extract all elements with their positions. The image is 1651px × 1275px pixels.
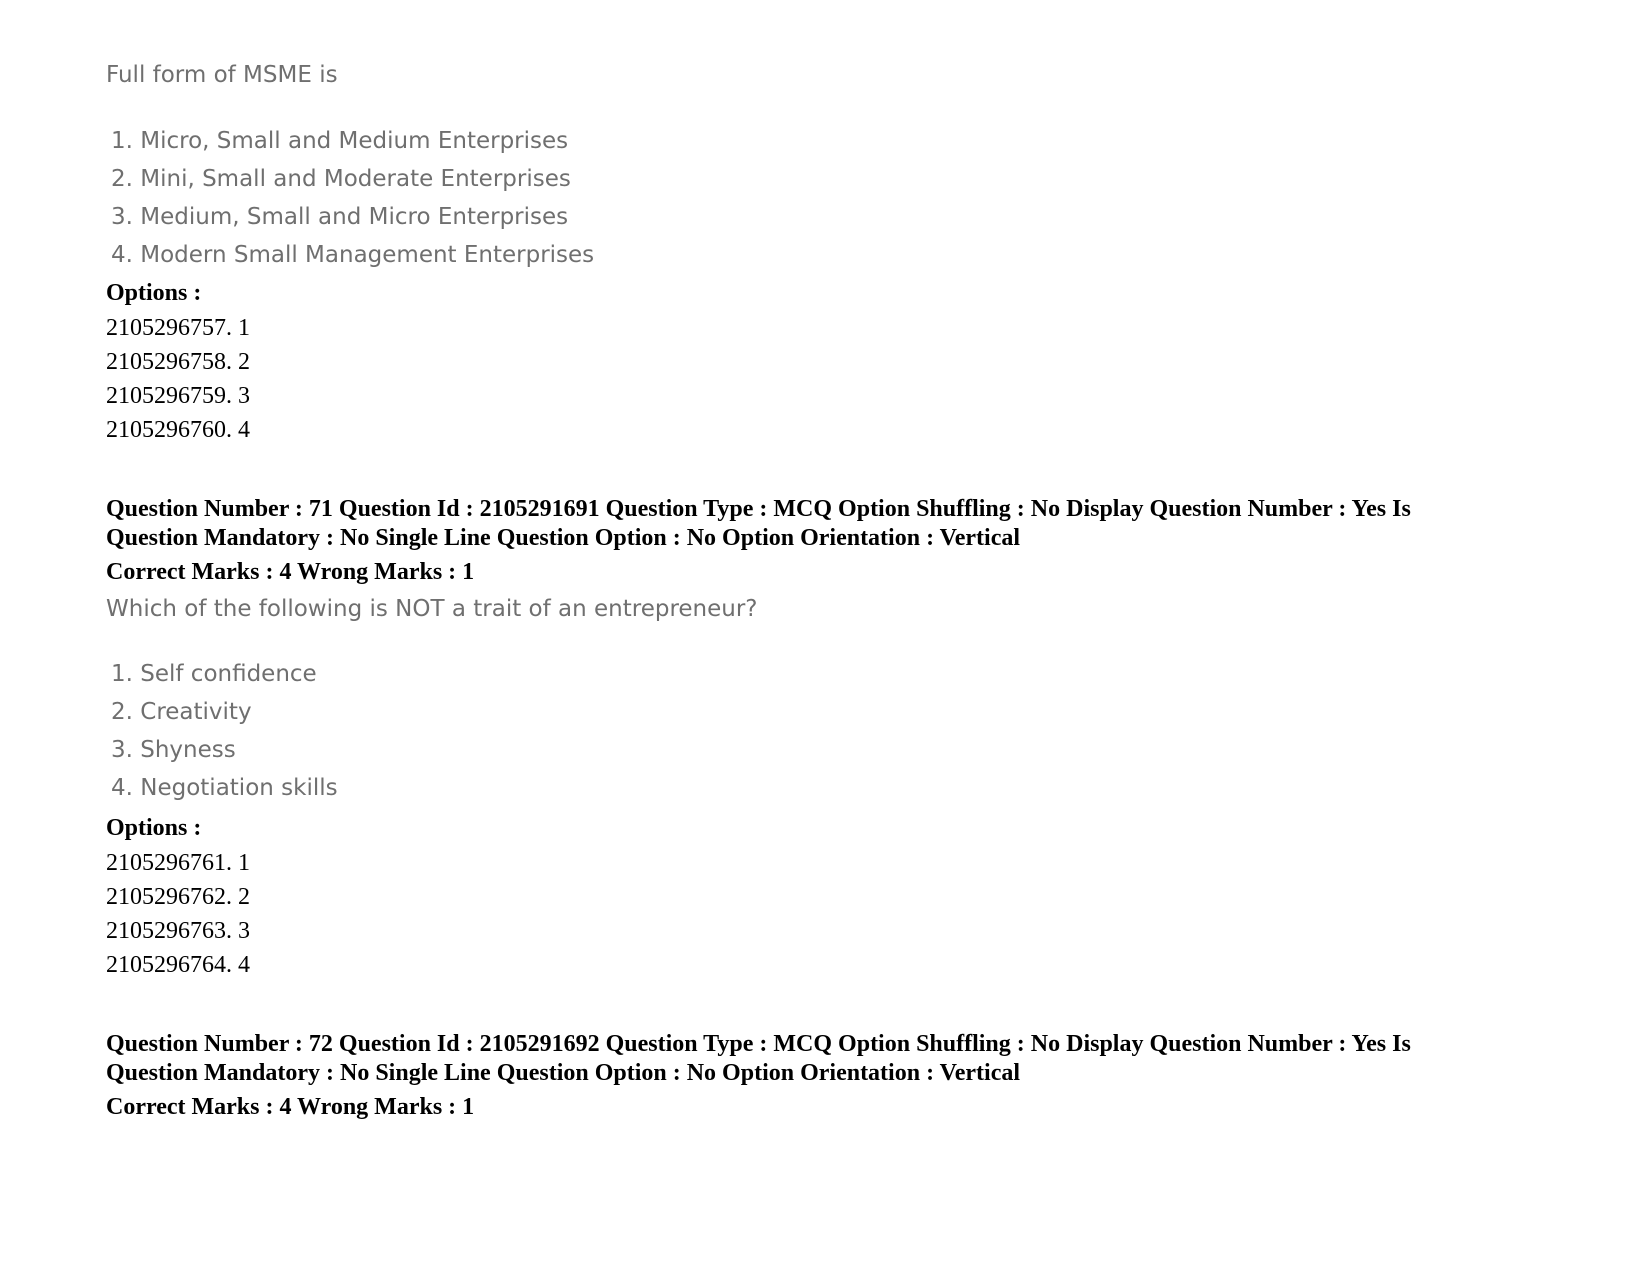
question-marks: Correct Marks : 4 Wrong Marks : 1: [106, 1094, 475, 1120]
choice-item: 3. Medium, Small and Micro Enterprises: [111, 204, 569, 230]
choice-item: 4. Negotiation skills: [111, 775, 338, 801]
choice-item: 3. Shyness: [111, 737, 236, 763]
choice-item: 1. Self confidence: [111, 661, 317, 687]
choice-item: 1. Micro, Small and Medium Enterprises: [111, 128, 569, 154]
choice-item: 2. Mini, Small and Moderate Enterprises: [111, 166, 571, 192]
option-id: 2105296761. 1: [106, 850, 250, 876]
option-id: 2105296758. 2: [106, 349, 250, 375]
question-meta-line-1: Question Number : 72 Question Id : 2105291692 Question Type : MCQ Option Shuffling : No Display Question Number : Yes Is: [106, 1031, 1411, 1057]
question-meta-line-1: Question Number : 71 Question Id : 2105291691 Question Type : MCQ Option Shuffling : No Display Question Number : Yes Is: [106, 496, 1411, 522]
option-id: 2105296762. 2: [106, 884, 250, 910]
option-id: 2105296759. 3: [106, 383, 250, 409]
question-text: Full form of MSME is: [106, 62, 338, 88]
question-meta-line-2: Question Mandatory : No Single Line Question Option : No Option Orientation : Vertical: [106, 525, 1021, 551]
choice-list: [111, 122, 594, 274]
question-marks: Correct Marks : 4 Wrong Marks : 1: [106, 559, 475, 585]
option-id: 2105296764. 4: [106, 952, 250, 978]
options-label: Options :: [106, 280, 202, 306]
choice-item: 2. Creativity: [111, 699, 252, 725]
choice-item: 4. Modern Small Management Enterprises: [111, 242, 595, 268]
option-id-list: [106, 311, 250, 447]
question-meta-line-2: Question Mandatory : No Single Line Question Option : No Option Orientation : Vertical: [106, 1060, 1021, 1086]
option-id: 2105296757. 1: [106, 315, 250, 341]
option-id-list: [106, 846, 250, 982]
option-id: 2105296763. 3: [106, 918, 250, 944]
options-label: Options :: [106, 815, 202, 841]
choice-list: [111, 655, 338, 807]
question-text: Which of the following is NOT a trait of an entrepreneur?: [106, 596, 758, 622]
option-id: 2105296760. 4: [106, 417, 250, 443]
